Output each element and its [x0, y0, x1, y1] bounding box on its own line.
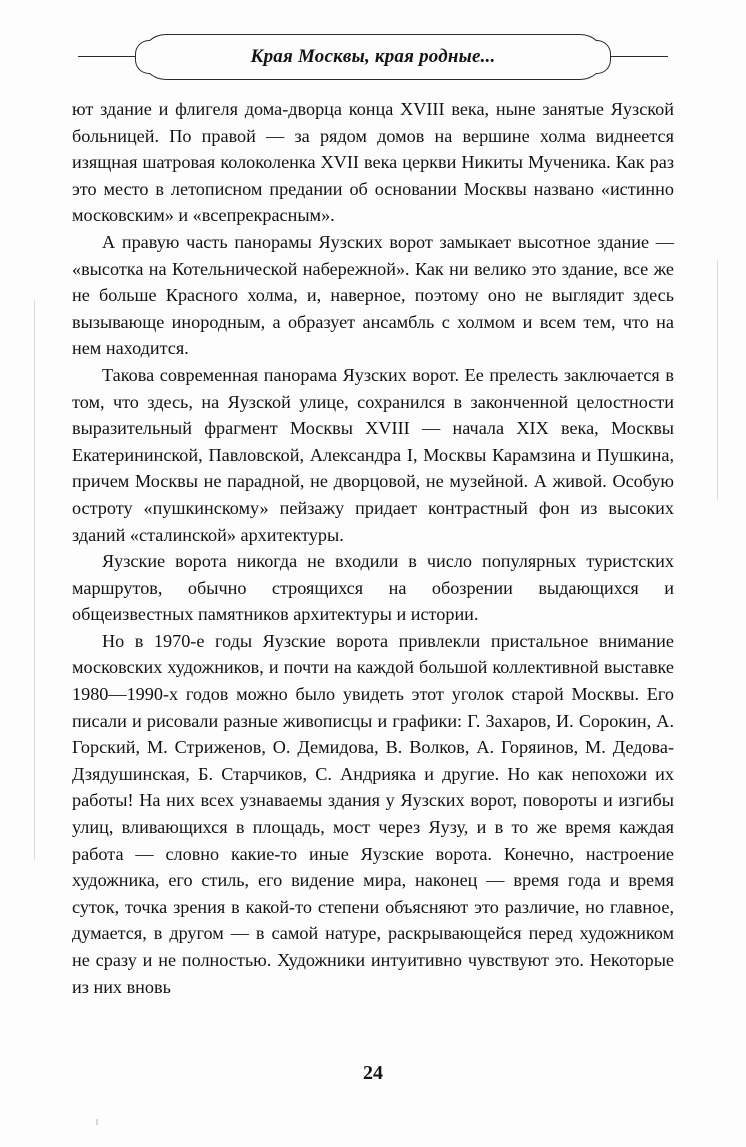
scan-edge-mark-right	[717, 260, 718, 500]
page-body	[72, 96, 674, 1000]
running-head	[0, 30, 746, 82]
paragraph: Но в 1970-е годы Яузские ворота привлекли пристальное внимание московских художников, и почти на каждой большой коллективной выставке 1980—1990-х годов можно было увидеть этот уголок старой Москвы. Его писали и рисовали разные живописцы и графики: Г. Захаров, И. Сорокин, А. Горский, М. Стриженов, О. Демидова, В. Волков, А. Горяинов, М. Дедова-Дзядушинская, Б. Старчиков, С. Андрияка и другие. Но как непохожи их работы! На них всех узнаваемы здания у Яузских ворот, повороты и изгибы улиц, вливающихся в площадь, мост через Яузу, и в то же время каждая работа — словно какие-то иные Яузские ворота. Конечно, настроение художника, его стиль, его видение мира, наконец — время года и время суток, точка зрения в какой-то степени объясняют это различие, но главное, думается, в другом — в самой натуре, раскрывающейся перед художником не сразу и не полностью. Художники интуитивно чувствуют это. Некоторые из них вновь	[72, 630, 674, 997]
paragraph: ют здание и флигеля дома-дворца конца XVIII века, ныне занятые Яузской больницей. По правой — за рядом домов на вершине холма виднеется изящная шатровая колоколенка XVII века церкви Никиты Мученика. Как раз это место в летописном предании об основании Москвы названо «истинно московским» и «всепрекрасным».	[72, 99, 674, 226]
scan-edge-mark-bottom	[96, 1119, 98, 1125]
scan-edge-mark-left	[34, 300, 35, 860]
header-cartouche	[142, 34, 604, 80]
page-number: 24	[363, 1062, 383, 1084]
paragraph: Такова современная панорама Яузских ворот. Ее прелесть заключается в том, что здесь, на Яузской улице, сохранился в законченной целостности выразительный фрагмент Москвы XVIII — начала XIX века, Москвы Екатерининской, Павловской, Александра I, Москвы Карамзина и Пушкина, причем Москвы не парадной, не дворцовой, не музейной. А живой. Особую остроту «пушкинскому» пейзажу придает контрастный фон из высоких зданий «сталинской» архитектуры.	[72, 364, 674, 545]
paragraph: Яузские ворота никогда не входили в число популярных туристских маршрутов, обычно строящихся на обозрении выдающихся и общеизвестных памятников архитектуры и истории.	[72, 551, 674, 625]
paragraph: А правую часть панорамы Яузских ворот замыкает высотное здание — «высотка на Котельнической набережной». Как ни велико это здание, все же не больше Красного холма, и, наверное, поэтому оно не выглядит здесь вызывающе инородным, а образует ансамбль с холмом и всем тем, что на нем находится.	[72, 231, 674, 359]
running-head-title: Края Москвы, края родные...	[250, 46, 496, 67]
